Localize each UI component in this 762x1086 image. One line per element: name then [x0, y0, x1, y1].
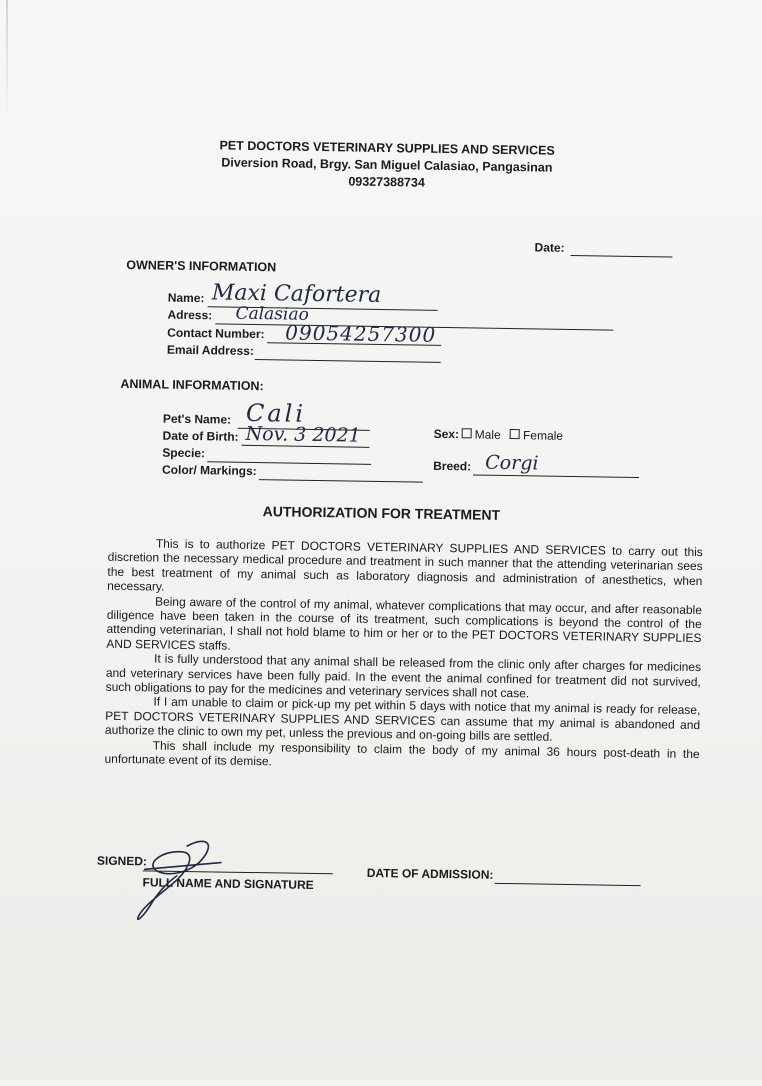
breed-label: Breed:: [433, 458, 472, 474]
female-option-label: Female: [522, 428, 564, 443]
authorization-paragraph: Being aware of the control of my animal, whatever complications that may occur, and after reasonable diligence have been taken in the course of its treatment, such complications is beyond the control of the attending veterinarian, I shall not hold blame to him or her or to the PET DOCTORS VETERINARY SUPPLIES AND SERVICES staffs.: [106, 594, 703, 653]
breed-value: Corgi: [485, 451, 539, 475]
admission-date-label: DATE OF ADMISSION:: [366, 865, 494, 882]
color-markings-label: Color/ Markings:: [161, 462, 257, 479]
female-checkbox[interactable]: [510, 429, 520, 439]
authorization-paragraph: It is fully understood that any animal shall be released from the clinic only after charges for medicines and veterinary services have been fully paid. In the event the animal confined for treatment did not survived, such obligations to pay for the medicines and veterinary services shall not case.: [105, 651, 702, 701]
authorization-paragraph: If I am unable to claim or pick-up my pet within 5 days with notice that my animal is ready for release, PET DOCTORS VETERINARY SUPPLIES AND SERVICES can assume that my animal is abandoned and authorize the clinic to own my pet, unless the previous and on-going bills are settled.: [104, 694, 701, 745]
breed-field[interactable]: [473, 474, 639, 478]
owner-name-value: Maxi Cafortera: [211, 280, 382, 308]
dob-value: Nov. 3 2021: [245, 422, 361, 447]
sex-options: [462, 427, 564, 443]
date-field[interactable]: [570, 255, 672, 258]
email-label: Email Address:: [166, 342, 254, 358]
signature-caption: FULL NAME AND SIGNATURE: [142, 875, 314, 892]
contact-number-value: 09054257300: [285, 320, 437, 347]
owner-section-title: OWNER'S INFORMATION: [126, 257, 277, 275]
male-checkbox[interactable]: [462, 428, 472, 438]
pet-name-label: Pet's Name:: [162, 411, 232, 427]
owner-name-label: Name:: [167, 290, 205, 306]
dob-label: Date of Birth:: [162, 428, 239, 444]
pet-name-value: Cali: [245, 398, 307, 428]
owner-address-value: Calasiao: [235, 303, 309, 325]
animal-section-title: ANIMAL INFORMATION:: [120, 376, 264, 394]
owner-address-label: Adress:: [167, 307, 213, 323]
contact-number-label: Contact Number:: [167, 325, 265, 342]
sex-label: Sex:: [433, 426, 460, 442]
color-markings-field[interactable]: [259, 479, 423, 483]
date-label: Date:: [534, 240, 565, 255]
authorization-paragraph: This is to authorize PET DOCTORS VETERINARY SUPPLIES AND SERVICES to carry out this discretion the necessary medical procedure and treatment in such manner that the attending veterinarian sees the best treatment of my animal such as laboratory diagnosis and administration of anesthetics, when necessary.: [107, 536, 703, 594]
specie-label: Specie:: [162, 445, 206, 461]
email-field[interactable]: [255, 359, 441, 363]
letterhead: [6, 134, 762, 197]
handwritten-signature: [124, 831, 235, 928]
male-option-label: Male: [474, 427, 501, 442]
admission-date-field[interactable]: [495, 883, 641, 886]
company-address: Diversion Road, Brgy. San Miguel Calasiao, Pangasinan: [221, 155, 553, 175]
company-name: PET DOCTORS VETERINARY SUPPLIES AND SERVICES: [219, 138, 555, 158]
signed-label: SIGNED:: [96, 853, 148, 869]
authorization-body: [104, 536, 703, 776]
company-phone: 09327388734: [348, 174, 425, 190]
authorization-title: AUTHORIZATION FOR TREATMENT: [262, 503, 501, 523]
authorization-paragraph: This shall include my responsibility to claim the body of my animal 36 hours post-death in the unfortunate event of its demise.: [104, 738, 700, 769]
